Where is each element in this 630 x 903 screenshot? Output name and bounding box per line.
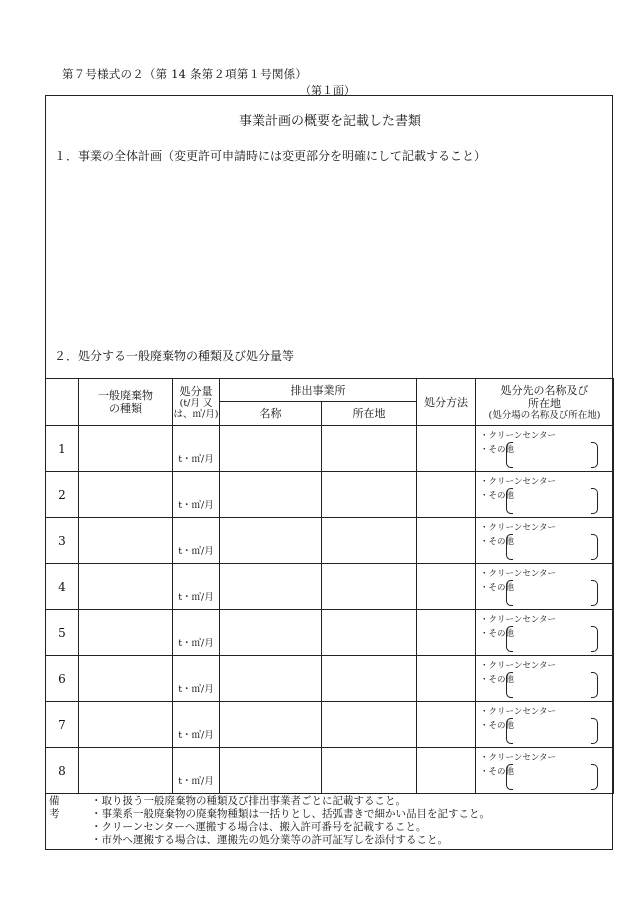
table-row — [46, 426, 614, 472]
method-cell[interactable] — [417, 426, 476, 472]
waste-type-cell[interactable] — [79, 702, 173, 748]
header-amount — [173, 379, 220, 426]
waste-type-cell[interactable] — [79, 518, 173, 564]
source-address-cell[interactable] — [322, 564, 417, 610]
amount-unit: t・㎥/月 — [178, 638, 214, 649]
destination-cell[interactable] — [476, 472, 614, 518]
source-name-cell[interactable] — [220, 748, 322, 794]
note-item: ・取り扱う一般廃棄物の種類及び排出事業者ごとに記載すること。 — [91, 795, 406, 807]
source-address-cell[interactable] — [322, 656, 417, 702]
header-blank — [46, 379, 79, 426]
waste-type-cell[interactable] — [79, 610, 173, 656]
amount-cell[interactable] — [173, 748, 220, 794]
page-label: （第１面） — [300, 84, 355, 97]
section1-heading: １．事業の全体計画（変更許可申請時には変更部分を明確にして記載すること） — [54, 149, 487, 163]
table-row — [46, 656, 614, 702]
bracket-right — [591, 626, 598, 652]
dest-option-other: ・その他 — [480, 675, 515, 685]
form-number: 第７号様式の２（第 14 条第２項第１号関係） — [62, 67, 308, 81]
header-source: 排出事業所 — [220, 379, 417, 402]
table-row — [46, 518, 614, 564]
waste-type-cell[interactable] — [79, 426, 173, 472]
source-name-cell[interactable] — [220, 702, 322, 748]
header-destination-line2: 所在地 — [528, 396, 561, 410]
amount-cell[interactable] — [173, 426, 220, 472]
source-address-cell[interactable] — [322, 610, 417, 656]
dest-option-other: ・その他 — [480, 767, 515, 777]
header-waste-type-line2: の種類 — [109, 402, 142, 415]
row-number: 7 — [46, 702, 79, 748]
waste-table — [45, 378, 614, 794]
bracket-left — [506, 534, 513, 560]
bracket-right — [591, 488, 598, 514]
header-method: 処分方法 — [417, 379, 476, 426]
dest-option-cleancenter: ・クリーンセンター — [480, 753, 556, 763]
source-name-cell[interactable] — [220, 564, 322, 610]
table-row — [46, 702, 614, 748]
header-source-address: 所在地 — [322, 402, 417, 426]
source-name-cell[interactable] — [220, 472, 322, 518]
bracket-left — [506, 488, 513, 514]
row-number: 3 — [46, 518, 79, 564]
method-cell[interactable] — [417, 610, 476, 656]
dest-option-cleancenter: ・クリーンセンター — [480, 707, 556, 717]
amount-unit: t・㎥/月 — [178, 546, 214, 557]
table-row — [46, 610, 614, 656]
row-number: 2 — [46, 472, 79, 518]
waste-type-cell[interactable] — [79, 748, 173, 794]
table-row — [46, 472, 614, 518]
destination-cell[interactable] — [476, 564, 614, 610]
source-name-cell[interactable] — [220, 656, 322, 702]
method-cell[interactable] — [417, 702, 476, 748]
source-address-cell[interactable] — [322, 426, 417, 472]
dest-option-cleancenter: ・クリーンセンター — [480, 661, 556, 671]
waste-type-cell[interactable] — [79, 564, 173, 610]
amount-unit: t・㎥/月 — [178, 454, 214, 465]
destination-cell[interactable] — [476, 656, 614, 702]
destination-cell[interactable] — [476, 426, 614, 472]
waste-type-cell[interactable] — [79, 656, 173, 702]
dest-option-cleancenter: ・クリーンセンター — [480, 523, 556, 533]
source-address-cell[interactable] — [322, 748, 417, 794]
header-waste-type-line1: 一般廃棄物 — [98, 389, 153, 402]
dest-option-other: ・その他 — [480, 445, 515, 455]
header-amount-line1: 処分量 — [179, 384, 213, 398]
amount-unit: t・㎥/月 — [178, 500, 214, 511]
row-number: 5 — [46, 610, 79, 656]
dest-option-other: ・その他 — [480, 537, 515, 547]
amount-unit: t・㎥/月 — [178, 684, 214, 695]
amount-cell[interactable] — [173, 564, 220, 610]
method-cell[interactable] — [417, 656, 476, 702]
amount-cell[interactable] — [173, 472, 220, 518]
source-name-cell[interactable] — [220, 610, 322, 656]
dest-option-cleancenter: ・クリーンセンター — [480, 615, 556, 625]
bracket-left — [506, 626, 513, 652]
dest-option-other: ・その他 — [480, 583, 515, 593]
section2-heading: ２．処分する一般廃棄物の種類及び処分量等 — [54, 349, 295, 363]
header-source-name: 名称 — [220, 402, 322, 426]
header-amount-line2: (t/月 又 — [179, 397, 213, 409]
amount-cell[interactable] — [173, 656, 220, 702]
dest-option-cleancenter: ・クリーンセンター — [480, 431, 556, 441]
amount-unit: t・㎥/月 — [178, 730, 214, 741]
note-item: ・事業系一般廃棄物の廃棄物種類は一括りとし、括弧書きで細かい品目を記すこと。 — [91, 808, 490, 820]
bracket-right — [591, 764, 598, 790]
source-name-cell[interactable] — [220, 518, 322, 564]
method-cell[interactable] — [417, 748, 476, 794]
source-address-cell[interactable] — [322, 702, 417, 748]
destination-cell[interactable] — [476, 702, 614, 748]
dest-option-cleancenter: ・クリーンセンター — [480, 477, 556, 487]
dest-option-other: ・その他 — [480, 629, 515, 639]
source-address-cell[interactable] — [322, 472, 417, 518]
notes-label: 備考 — [49, 795, 60, 820]
dest-option-other: ・その他 — [480, 491, 515, 501]
method-cell[interactable] — [417, 564, 476, 610]
dest-option-other: ・その他 — [480, 721, 515, 731]
amount-unit: t・㎥/月 — [178, 776, 214, 787]
waste-type-cell[interactable] — [79, 472, 173, 518]
amount-cell[interactable] — [173, 702, 220, 748]
bracket-left — [506, 672, 513, 698]
header-destination-line1: 処分先の名称及び — [500, 383, 589, 397]
bracket-right — [591, 672, 598, 698]
dest-option-cleancenter: ・クリーンセンター — [480, 569, 556, 579]
bracket-left — [506, 764, 513, 790]
method-cell[interactable] — [417, 472, 476, 518]
destination-cell[interactable] — [476, 518, 614, 564]
header-destination — [476, 379, 614, 426]
bracket-right — [591, 442, 598, 468]
source-name-cell[interactable] — [220, 426, 322, 472]
bracket-right — [591, 534, 598, 560]
method-cell[interactable] — [417, 518, 476, 564]
amount-cell[interactable] — [173, 518, 220, 564]
destination-cell[interactable] — [476, 748, 614, 794]
row-number: 4 — [46, 564, 79, 610]
bracket-left — [506, 580, 513, 606]
header-amount-line3: は、㎥/月) — [173, 408, 219, 420]
amount-cell[interactable] — [173, 610, 220, 656]
source-address-cell[interactable] — [322, 518, 417, 564]
table-row — [46, 748, 614, 794]
note-item: ・市外へ運搬する場合は、運搬先の処分業等の許可証写しを添付すること。 — [91, 834, 448, 846]
notes-list — [91, 795, 611, 847]
bracket-left — [506, 442, 513, 468]
note-item: ・クリーンセンターへ運搬する場合は、搬入許可番号を記載すること。 — [91, 821, 427, 833]
destination-cell[interactable] — [476, 610, 614, 656]
header-destination-line3: (処分場の名称及び所在地) — [488, 409, 601, 421]
document-title: 事業計画の概要を記載した書類 — [238, 114, 421, 129]
bracket-right — [591, 580, 598, 606]
header-waste-type — [79, 379, 173, 426]
form-frame — [45, 95, 613, 850]
bracket-right — [591, 718, 598, 744]
amount-unit: t・㎥/月 — [178, 592, 214, 603]
row-number: 1 — [46, 426, 79, 472]
table-row — [46, 564, 614, 610]
row-number: 8 — [46, 748, 79, 794]
bracket-left — [506, 718, 513, 744]
row-number: 6 — [46, 656, 79, 702]
